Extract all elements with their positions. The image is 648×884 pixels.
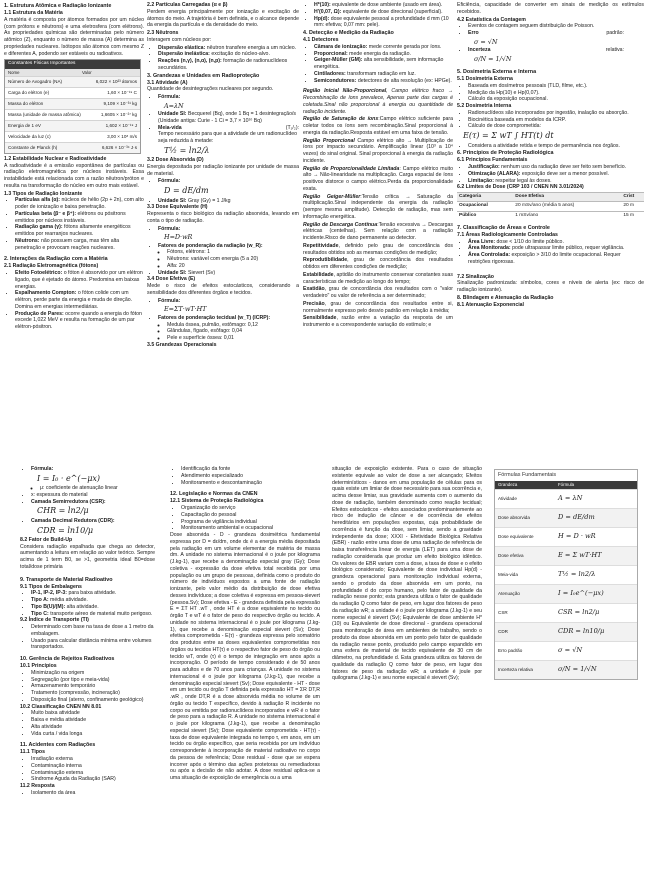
list-item: • Baseada em dosímetros pessoais (TLD, filme, etc.). [468,83,644,90]
table-row [495,622,637,641]
list-item: • Limitação: respeitar legal às doses. [468,178,644,185]
list-item: • Identificação da fonte [181,466,320,473]
list-item: • Disposição final (aterro, confinamento geológico) [31,697,155,704]
heading-10-1: 10.1 Princípios [20,663,57,670]
cell-formula: σ = √N [558,646,583,655]
old-unit-note: (Unidade antiga: Curie - 1 Ci = 3,7 × 10¹⁰ Bq) [158,117,262,124]
waste-principles-list [20,670,155,704]
heading-12: 12. Legislação e Normas da CNEN [170,491,258,498]
cell-formula: I = I₀e^(−μx) [558,589,604,598]
internal-list [457,110,644,130]
def-region-limited: Região de Proporcionalidade Limitada: Campo elétrico muito alto → Não-linearidade na multiplicação. Carga espacial de íons positivos distorce o campo elétrico.Perda da proporcionalidade exata. [303,165,453,192]
column-3 [332,466,482,683]
cell-value: 1,60 × 10⁻¹⁹ C [107,90,137,96]
list-item: • Erro padrão: σ = √N [468,30,644,47]
paragraph-charged: Perdem energia principalmente por ionização e excitação de átomos do meio. A trajetória é bem definida, e o alcance depende da energia da partícula e da densidade do meio. [147,8,299,29]
cell-value: 6,022 × 10²³ átomos [95,79,137,85]
list-item: • Atendimento especializado [181,473,320,480]
cell-name: Dose equivalente [498,533,534,539]
table-row [495,546,637,565]
table-row [5,142,140,153]
activity-list [147,94,299,157]
list-item: • Contaminação externa [31,770,155,777]
formulas-table-title: Fórmulas Fundamentais [498,472,557,478]
heading-4-2: 4.2 Estatística da Contagem [457,16,526,23]
list-item: ◦ μ: coeficiente de atenuação linear [40,485,155,492]
list-item: • Incerteza relativa: σ/N = 1/√N [468,47,644,64]
list-item: • Usado para calcular distância mínima entre volumes transportados. [31,638,155,652]
cell-name: Dose efetiva [498,552,524,558]
heading-3-3: 3.3 Dose Equivalente (H) [147,204,208,211]
heading-3-5: 3.5 Grandezas Operacionais [147,341,217,348]
list-item: • Otimização (ALARA): exposição deve ser a menor possível. [468,171,644,178]
photon-interactions-list [4,270,144,331]
def-region-proportional: Região Proporcional Campo elétrico alto → Multiplicação de íons por impacto secundário. Amplificação linear (10³ a 10⁴ vezes) do sinal original. Sinal proporcional à energia da radiação incidente. [303,137,453,164]
table-row [495,489,637,508]
list-item: • Síndrome Aguda da Radiação (SAR) [31,776,155,783]
header-name: Nome [8,69,20,75]
column-4 [457,2,644,308]
column-2 [170,466,320,783]
list-item: • Considera a atividade retida e tempo de permanência nos órgãos. [468,143,644,150]
list-item: • Semicondutores: detectores de alta resolução (ex: HPGe). [314,78,453,85]
list-item: • Segregação (por tipo e meia-vida) [31,677,155,684]
heading-6-1: 6.1 Princípios Fundamentais [457,157,528,164]
list-item: • Dispersão inelástica: excitação do núcleo-alvo. [158,51,299,58]
list-item: • Contaminação interna [31,763,155,770]
list-item: • Muito baixa atividade [31,710,155,717]
cell-name: Constante de Planck (h) [8,144,58,150]
formula-attenuation: I = I₀ · e^(−μx) [37,473,101,483]
cell: Ocupacional [457,202,513,211]
statistics-list [457,23,644,64]
list-item: ◦ Alfa: 20 [167,263,299,270]
cell-formula: CSR = ln2/μ [558,608,600,617]
table-row [5,98,140,109]
list-item: ◦ Nêutrons: variável com energia (5 a 20) [167,256,299,263]
formula-hvl: CHR = ln2/μ [37,506,89,516]
list-item: • Cálculo de dose comprometida: [468,123,644,130]
column-2 [147,2,299,349]
cell: 20 m [621,202,644,211]
cell-name: Atenuação [498,590,520,596]
cell-formula: CDR = ln10/μ [558,627,605,636]
list-item: • Dispersão elástica: nêutron transfere energia a um núcleo. [158,45,299,52]
list-item: • x: espessura do material [31,492,155,499]
constants-table-header [5,69,140,77]
heading-8-2: 8.2 Fator de Build-Up [20,536,73,543]
list-item: • Unidade SI: Sievert (Sv) [158,270,299,277]
table-row [495,527,637,546]
list-item: • Hp(d): dose equivalente pessoal a profundidade d mm (10 mm: efetiva; 0,07 mm: pele). [314,16,453,30]
equivalent-list [147,226,299,277]
list-item: • Minimização na origem [31,670,155,677]
list-item: • Fatores de ponderação da radiação (w_R): ◦ Fótons, elétrons: 1 ◦ Nêutrons: variável com energia (5 a 20) ◦ Alfa: 20 [158,243,299,270]
heading-10-2: 10.2 Classificação CNEN NN 8.01 [20,703,102,710]
cell-name: Carga do elétron (e) [8,90,50,96]
header-value: Valor [82,69,92,75]
def-precision: Precisão, grau de concordância dos resultados entre si, normalmente expresso pelo desvio padrão em relação à média; [303,300,453,314]
absorbed-list [147,178,299,204]
list-item: • Unidade SI: Becquerel (Bq), onde 1 Bq = 1 desintegração/s (Unidade antiga: Curie - 1 Ci = 3,7 × 10¹⁰ Bq) [158,111,299,125]
cell-name: Erro padrão [498,647,523,653]
heading-11-1: 11.1 Tipos [20,749,45,756]
formula-tvl: CDR = ln10/μ [37,525,94,535]
list-item: • Nêutrons: não possuem carga, mas têm alta penetração e provocam reações nucleares. [15,238,144,252]
cell-value: 6,626 × 10⁻³⁴ J·s [101,144,137,150]
radiation-types-list [4,197,144,251]
heading-7: 7. Classificação de Áreas e Controle [457,224,550,231]
list-item: ◦ Glândulas, fígado, esôfago: 0,04 [167,328,299,335]
paragraph-definitions: Dose absorvida - D - grandeza dosimétrica fundamental expressa por D = dε/dm, onde dε é a energia média depositada pela radiação em um volume elementar de matéria de massa dm. A unidade no sistema internacional é o joule por kilograma (J.kg-1), que recebe a denominação especial gray (Gy); Dose coletiva - expressão da dose efetiva total recebida por uma população ou um grupo de pessoas, definida como o produto do número de indivíduos expostos a uma fonte de radiação ionizante, pelo valor médio da distribuição de dose efetiva desses indivíduos; a dose coletiva é expressa em pessoa-sievert (pessoa.Sv); Dose efetiva - E - grandeza definida pela expressão E = ΣT HT .wT , onde HT é a dose equivalente no tecido ou órgão T e wT é o fator de peso do respectivo órgão ou tecido. A unidade no sistema internacional é o joule por kilograma (J.kg-1), que recebe a denominação especial sievert (Sv); Dose efetiva comprometida - E(τ) - grandeza expressa pelo somatório dos produtos entre as doses equivalentes comprometidas nos órgãos ou tecidos HT(τ) e o respectivo fator de peso do órgão ou tecido wT, onde (τ) é o tempo de integração em anos após a incorporação. O período de tempo considerado é de 50 anos para adultos e de 70 anos para crianças. A unidade no sistema internacional é o joule por kilograma (J.kg-1), que recebe a denominação especial sievert (Sv); Dose equivalente - HT - dose em um tecido ou órgão T definida pela expressão HT = ΣR DT,R .wR , onde DT,R é a dose absorvida média no volume de um órgão ou tecido T específico, devido à radiação R incidente no corpo ou emitida por radionuclídeos incorporados e wR é o fator de peso para a radiação R. A unidade no sistema internacional é o joule por kilograma (J.kg-1), que recebe a denominação especial sievert (Sv); Dose equivalente comprometida - HT(τ) - taxa de dose equivalente integrada no tempo τ, em anos, em um tecido ou órgão específico, que seria recebida por um indivíduo correspondente à incorporação de material radioativo no corpo da pessoa de referência; Dose residual - dose que se espera incorrer após o término das ações protetoras ou remediadoras ou após a decisão de não adotar. A dose residual aplica-se a uma situação de exposição de emergência ou a uma [170,532,320,782]
list-item: • Tipo C: transporte aéreo de material muito perigoso. [31,611,155,618]
list-item: • IP-1, IP-2, IP-3: para baixa atividade. [31,590,155,597]
cell-value: 3,00 × 10⁸ m/s [107,133,137,139]
list-item: • Baixa e média atividade [31,717,155,724]
heading-8-1: 8.1 Atenuação Exponencial [457,301,524,308]
accidents-list [20,756,155,783]
list-item: • H*(10): equivalente de dose ambiente (usado em área). [314,2,453,9]
heading-1-1: 1.1 Estrutura da Matéria [4,10,63,17]
paragraph-effective: Mede o risco de efeitos estocásticos, considerando a sensibilidade dos diferentes órgãos e tecidos. [147,283,299,296]
cell-name: CDR [498,628,508,634]
paragraph-equivalent: Representa o risco biológico da radiação absorvida, levando em conta o tipo de radiação. [147,211,299,224]
list-item: • Isolamento da área [31,790,155,797]
list-item: • Alta atividade [31,724,155,731]
heading-9: 9. Transporte de Material Radioativo [20,576,113,583]
heading-11: 11. Acidentes com Radiações [20,742,96,749]
heading-5-1: 5.1 Dosimetria Externa [457,76,513,83]
list-item: • Área Monitorada: pode ultrapassar limite público, requer vigilância. [468,245,644,252]
list-item: • Biocinética baseada em modelos da ICRP. [468,117,644,124]
list-item: ◦ Medula óssea, pulmão, estômago: 0,12 [167,322,299,329]
def-region-geiger: Região Geiger-Müller:Tensão crítica → Saturação da multiplicação.Sinal independente da energia da radiação (sempre mesma amplitude). Detecção de radiação, mas sem informação energética. [303,193,453,220]
list-item: • Proporcional: mede energia da radiação. [314,51,453,58]
heading-2-3: 2.3 Nêutrons [147,30,179,36]
cell-name: Incerteza relativa [498,666,533,672]
heading-2: 2. Interações da Radiação com a Matéria [4,256,108,263]
list-item: • Medição da Hp(10) e Hp(0,07). [468,90,644,97]
cell-formula: T½ = ln2/λ [558,570,596,579]
list-item: • Efeito Fotoelétrico: o fóton é absorvido por um elétron ligado, que é ejetado do átomo. Predomina em baixas energias. [15,270,144,290]
paragraph-structure: A matéria é composta por átomos formados por um núcleo (com prótons e nêutrons) e uma eletrosfera (com elétrons). As propriedades químicas são determinadas pelo número atômico (Z), enquanto o número de massa (A) determina as propriedades nucleares. Isótopos são átomos com mesmo Z e diferentes A, podendo ser estáveis ou radioativos. [4,16,144,57]
response-list [20,790,155,797]
classification-list [20,710,155,737]
def-stability: Estabilidade, aptidão do instrumento conservar constantes suas características de medição ao longo do tempo; [303,271,453,285]
table-row [495,584,637,603]
list-item: • Eventos de contagem seguem distribuição de Poisson. [468,23,644,30]
def-reproducibility: Reprodutibilidade, grau de concordância dos resultados obtidos em diferentes condições de medição; [303,257,453,271]
list-item: • Câmara de ionização: mede corrente gerada por íons. [314,44,453,51]
protection-system-list [170,505,320,532]
cell-formula: H = D · wR [558,532,596,541]
heading-11-2: 11.2 Resposta [20,783,55,790]
list-item: • Espalhamento Compton: o fóton colide com um elétron, perde parte da energia e muda de direção. Domina em energias intermediárias. [15,290,144,310]
response-list-cont [170,466,320,486]
principles-list [457,164,644,184]
list-item: • Fórmula: E=ΣT·wT·HT [158,298,299,315]
table-row [495,508,637,527]
table-row [5,109,140,120]
areas-list [457,239,644,266]
column-4 [494,466,644,680]
list-item: • Camada Decimal Redutora (CDR): CDR = ln10/μ [31,518,155,537]
def-region-discharge: Região de Descarga Contínua:Tensão excessiva → Descargas elétricas (centelhas). Sem relação com a radiação incidente.Risco de dano permanente ao detector. [303,221,453,242]
transport-index-list [20,624,155,651]
list-item: • Fórmula: H=D·wR [158,226,299,243]
paragraph-absorbed: Energia depositada por radiação ionizante por unidade de massa de material. [147,163,299,177]
heading-3-1: 3.1 Atividade (A) [147,79,188,86]
list-item: • Fatores de ponderação tecidual (w_T) (ICRP): ◦ Medula óssea, pulmão, estômago: 0,12 ◦ Glândulas, fígado, esôfago: 0,04 ◦ Pele e superfície óssea: 0,01 [158,315,299,342]
heading-1: 1. Estrutura Atômica e Radiação Ionizante [4,3,112,9]
table-row [5,87,140,98]
table-row [495,641,637,660]
header-cell: Categoria [457,193,513,202]
list-item: • Cintiladores: transformam radiação em luz. [314,71,453,78]
cell-formula: A = λN [558,494,583,503]
list-item: • Radiação gama (γ): fótons altamente energéticos emitidos por rearranjos nucleares. [15,224,144,238]
list-item: • Determinado com base na taxa de dose a 1 metro da embalagem. [31,624,155,638]
constants-table-title: Constantes Físicas Importantes [5,60,140,68]
list-item: • Fórmula: D = dE/dm [158,178,299,197]
cell-name: Energia de 1 eV [8,122,41,128]
list-item: • Partículas alfa (α): núcleos de hélio (2p + 2n), com alto poder de ionização e baixa penetração. [15,197,144,211]
cell-name: Meia-vida [498,571,518,577]
table-row [457,211,644,220]
list-item: • Vida curta / vida longa [31,731,155,738]
table-row [5,120,140,131]
column-1 [4,2,144,331]
list-item: • Organização do serviço [181,505,320,512]
formula-dose: D = dE/dm [164,186,209,196]
heading-4-1: 4.1 Detectores [303,37,339,44]
list-item: • Cálculo da exposição ocupacional. [468,96,644,103]
list-item: • Programa de vigilância individual [181,519,320,526]
list-item: • Fórmula: I = I₀ · e^(−μx) ◦ μ: coeficiente de atenuação linear [31,466,155,492]
list-item: • Meia-vida (T₁/₂): Tempo necessário para que a atividade de um radionuclídeo seja reduzida à metade: T½ = ln2/λ [158,125,299,158]
cell: 15 m [621,211,644,220]
list-item: • Geiger-Müller (GM): alta sensibilidade, sem informação energética. [314,57,453,71]
list-item: • Área Controlada: exposição > 3/10 do limite ocupacional. Requer restrições rigorosas. [468,252,644,266]
def-accuracy: Exatidão, grau de concordância dos resultados com o "valor verdadeiro" ou valor de referência a ser determinado; [303,286,453,300]
list-item: • Monitoramento e descontaminação [181,480,320,487]
list-item: • Unidade SI: Gray (Gy) = 1 J/kg [158,198,299,205]
list-item: • Produção de Pares: ocorre quando a energia do fóton excede 1,022 MeV e resulta na formação de um par elétron-pósitron. [15,311,144,331]
paragraph-buildup: Considera radiação espalhada que chega ao detector, aumentando a leitura em relação ao valor teórico. Sempre acima de 1 term B0, se >1, geometria ideal B0=dose total/dose primária [20,543,155,570]
cell-value: 9,109 × 10⁻³¹ kg [103,101,137,107]
formulas-table [494,469,638,680]
def-region-initial: Região Inicial Não-Proporcional, Campo elétrico fraco → Recombinação de íons prevalece, Apenas parte das cargas é coletada.Sinal não proporcional à energia ou quantidade de radiação incidente. [303,88,453,115]
formula-equivalent: H=D·wR [164,233,193,242]
formula-sigma: σ = √N [474,37,498,46]
detectors-list [303,44,453,85]
list-item: • Radionuclídeos são incorporados por ingestão, inalação ou absorção. [468,110,644,117]
list-item: • Capacitação do pessoal [181,512,320,519]
heading-3: 3. Grandezas e Unidades em Radioproteção [147,72,260,79]
heading-1-3: 1.3 Tipos de Radiação Ionizante [4,190,83,197]
list-item: • Tipo A: média atividade. [31,597,155,604]
heading-2-1: 2.1 Radiação Eletromagnética (fótons) [4,263,99,270]
formula-committed: E(τ) = Σ wT ∫ HT(t) dt [463,131,554,141]
column-3 [303,2,453,330]
header-cell: Crist [621,193,644,202]
table-row [5,131,140,142]
list-item: • Monitoramento ambiental e ocupacional [181,525,320,532]
table-row [495,603,637,622]
cell-formula: E = Σ wT·HT [558,551,602,560]
packages-list [20,590,155,617]
paragraph-stability: A radioatividade é a emissão espontânea de partículas ou radiação eletromagnética por núcleos instáveis. Essa instabilidade está relacionada com a razão nêutron/próton e resulta na transformação do núcleo em outro mais estável. [4,162,144,189]
neutron-list [147,45,299,72]
page-bottom [0,466,648,884]
table-row [5,76,140,87]
table-header [457,193,644,202]
heading-6: 6. Princípios de Proteção Radiológica [457,150,554,157]
heading-2-2: 2.2 Partículas Carregadas (α e β) [147,2,228,8]
list-item: • Tratamento (compressão, incineração) [31,690,155,697]
list-item: • Fórmula: A=λN [158,94,299,111]
paragraph-definitions-cont: situação de exposição existente. Para o caso de situação existente equivale ao valor de dose a ser alcançado; Efeitos determinísticos - danos em uma população de células para os quais existe um limiar de dose necessário para sua ocorrência e, acima desse limiar, sua gravidade aumenta com o aumento da dose de radiação, também denominado como reação tecidual; Efeitos estocásticos - efeitos associados predominantemente ao risco de indução de câncer e de ocorrência de efeitos hereditários em populações expostas, cuja probabilidade de ocorrência é função da dose, sem limiar, sendo a gravidade independente da dose; XXXI - Efetividade Biológica Relativa (EBR) - razão entre uma dose de uma radiação de referência de baixa transferência linear de energia (LET) para uma dose de radiação considerada que produz um efeito biológico idêntico. Os valores de EBR variam com a dose, a taxa de dose e o efeito biológico considerado; Equivalente de dose individual Hp(d) - grandeza operacional para monitoração individual externa, sendo o produto da dose absorvida em um ponto, na profundidade d do corpo humano, pelo fator de qualidade da radiação nesse ponto; esta grandeza utiliza o fator de qualidade da radiação Q como fator de peso, em lugar dos fatores de peso da radiação wR; a unidade é o joule por kilograma (J.kg-1) e seu nome especial é sievert (Sv); Equivalente de dose ambiente H*(10) ou Equivalente de dose direcional - grandeza operacional para monitoração de área em ambientes de trabalho, sendo o produto da dose absorvida em um ponto pelo fator de qualidade da radiação nesse ponto, produzido pelo campo expandido em uma esfera de material de tecido equivalente de 30 cm de diâmetro, na profundidade d. Esta grandeza utiliza os fatores de qualidade da radiação Q como fator de peso, em lugar dos fatores de peso da radiação wR; a unidade é joule por quilograma (J.kg-1) e seu nome especial é sievert (Sv); [332,466,482,682]
paragraph-signage: Sinalização padronizada: símbolos, cores e níveis de alerta (ex: risco de radiação ionizante). [457,280,644,294]
cell: 20 mSv/ano (média 5 anos) [513,202,621,211]
formula-effective: E=ΣT·wT·HT [164,305,207,314]
list-item: • Partículas beta (β⁻ e β⁺): elétrons ou pósitrons emitidos por núcleos instáveis. [15,211,144,225]
list-item: ◦ Fótons, elétrons: 1 [167,249,299,256]
cell-formula: σ/N = 1/√N [558,665,597,674]
header-cell: Dose Efetiva [513,193,621,202]
list-item: • Irradiação externa [31,756,155,763]
def-efficiency: Eficiência, capacidade de converter em sinais de medição os estímulos recebidos. [457,2,644,15]
heading-3-4: 3.4 Dose Efetiva (E) [147,276,196,283]
list-item: • Justificação: nenhum uso da radiação deve ser feito sem benefício. [468,164,644,171]
constants-table [4,59,141,154]
list-item: • Tipo B(U)/(M): alta atividade. [31,604,155,611]
def-region-saturation: Região de Saturação de íons:Campo elétrico suficiente para coletar todos os íons sem recombinação.Sinal proporcional à energia da radiação.Resposta estável em uma faixa de tensão. [303,116,453,136]
list-item: • Área Livre: dose < 1/10 do limite público. [468,239,644,246]
heading-7-1: 7.1 Áreas Radiologicamente Controladas [457,231,558,238]
operational-list [303,2,453,29]
header-cell: Grandeza [498,482,518,488]
heading-9-2: 9.2 Índice de Transporte (TI) [20,617,89,624]
table-row [495,565,637,584]
heading-8: 8. Blindagem e Atenuação da Radiação [457,294,554,301]
formula-activity: A=λN [164,101,184,110]
table-row [495,660,637,679]
cell: Público [457,211,513,220]
heading-10: 10. Gerência de Rejeitos Radioativos [20,656,115,663]
cell-name: CSR [498,609,508,615]
list-item: • Reações (n,γ), (n,α), (n,p): formação de radionuclídeos secundários. [158,58,299,72]
heading-4: 4. Detecção e Medição da Radiação [303,30,394,36]
table-row [457,202,644,211]
cell-name: Número de Avogadro (NA) [8,79,63,85]
cell-name: Massa do elétron [8,101,44,107]
attenuation-list [20,466,155,537]
def-repeatability: Repetitividade, definido pelo grau de concordância dos resultados obtidos sob as mesmas condições de medição; [303,242,453,256]
list-item: • H'(0,07, Ω): equivalente de dose direcional (superficial). [314,9,453,16]
external-list [457,83,644,103]
cell: 1 mSv/ano [513,211,621,220]
formula-half-life: T½ = ln2/λ [164,145,210,155]
cell-name: Dose absorvida [498,514,530,520]
heading-1-2: 1.2 Estabilidade Nuclear e Radioatividade [4,155,107,162]
cell-name: Massa (unidade de massa atômica) [8,111,81,117]
cell-value: 1,602 × 10⁻¹⁹ J [105,122,137,128]
heading-5: 5. Dosimetria Externa e Interna [457,69,537,76]
heading-5-2: 5.2 Dosimetria Interna [457,103,512,110]
heading-9-1: 9.1 Tipos de Embalagens [20,583,82,590]
paragraph-neutrons: Interagem com núcleos por: [147,36,212,43]
dose-limits-table [457,192,644,220]
cell-value: 1,6605 × 10⁻²⁷ kg [100,111,137,117]
cell-name: Velocidade da luz (c) [8,133,51,139]
effective-list [147,298,299,342]
formula-relative: σ/N = 1/√N [474,54,512,63]
cell-formula: D = dE/dm [558,513,595,522]
heading-7-2: 7.2 Sinalização [457,273,494,280]
column-1 [20,466,155,797]
header-cell: Fórmula [558,482,575,488]
formulas-table-header [495,481,637,489]
heading-3-2: 3.2 Dose Absorvida (D) [147,157,204,164]
list-item: • Armazenamento temporário [31,683,155,690]
paragraph-activity: Quantidade de desintegrações nucleares por segundo. [147,86,274,93]
heading-12-1: 12.1 Sistema de Proteção Radiológica [170,498,264,505]
internal-list-after [457,143,644,150]
list-item: • Camada Semirredutora (CSR): CHR = ln2/μ [31,499,155,518]
def-sensitivity: Sensibilidade, razão entre a variação da resposta de um instrumento e a correspondente variação do estímulo; e [303,315,453,329]
heading-6-2: 6.2 Limites de Dose (CRP 103 / CNEN NN 3.01/2024) [457,184,584,191]
cell-name: Atividade [498,495,517,501]
list-item: ◦ Pele e superfície óssea: 0,01 [167,335,299,342]
